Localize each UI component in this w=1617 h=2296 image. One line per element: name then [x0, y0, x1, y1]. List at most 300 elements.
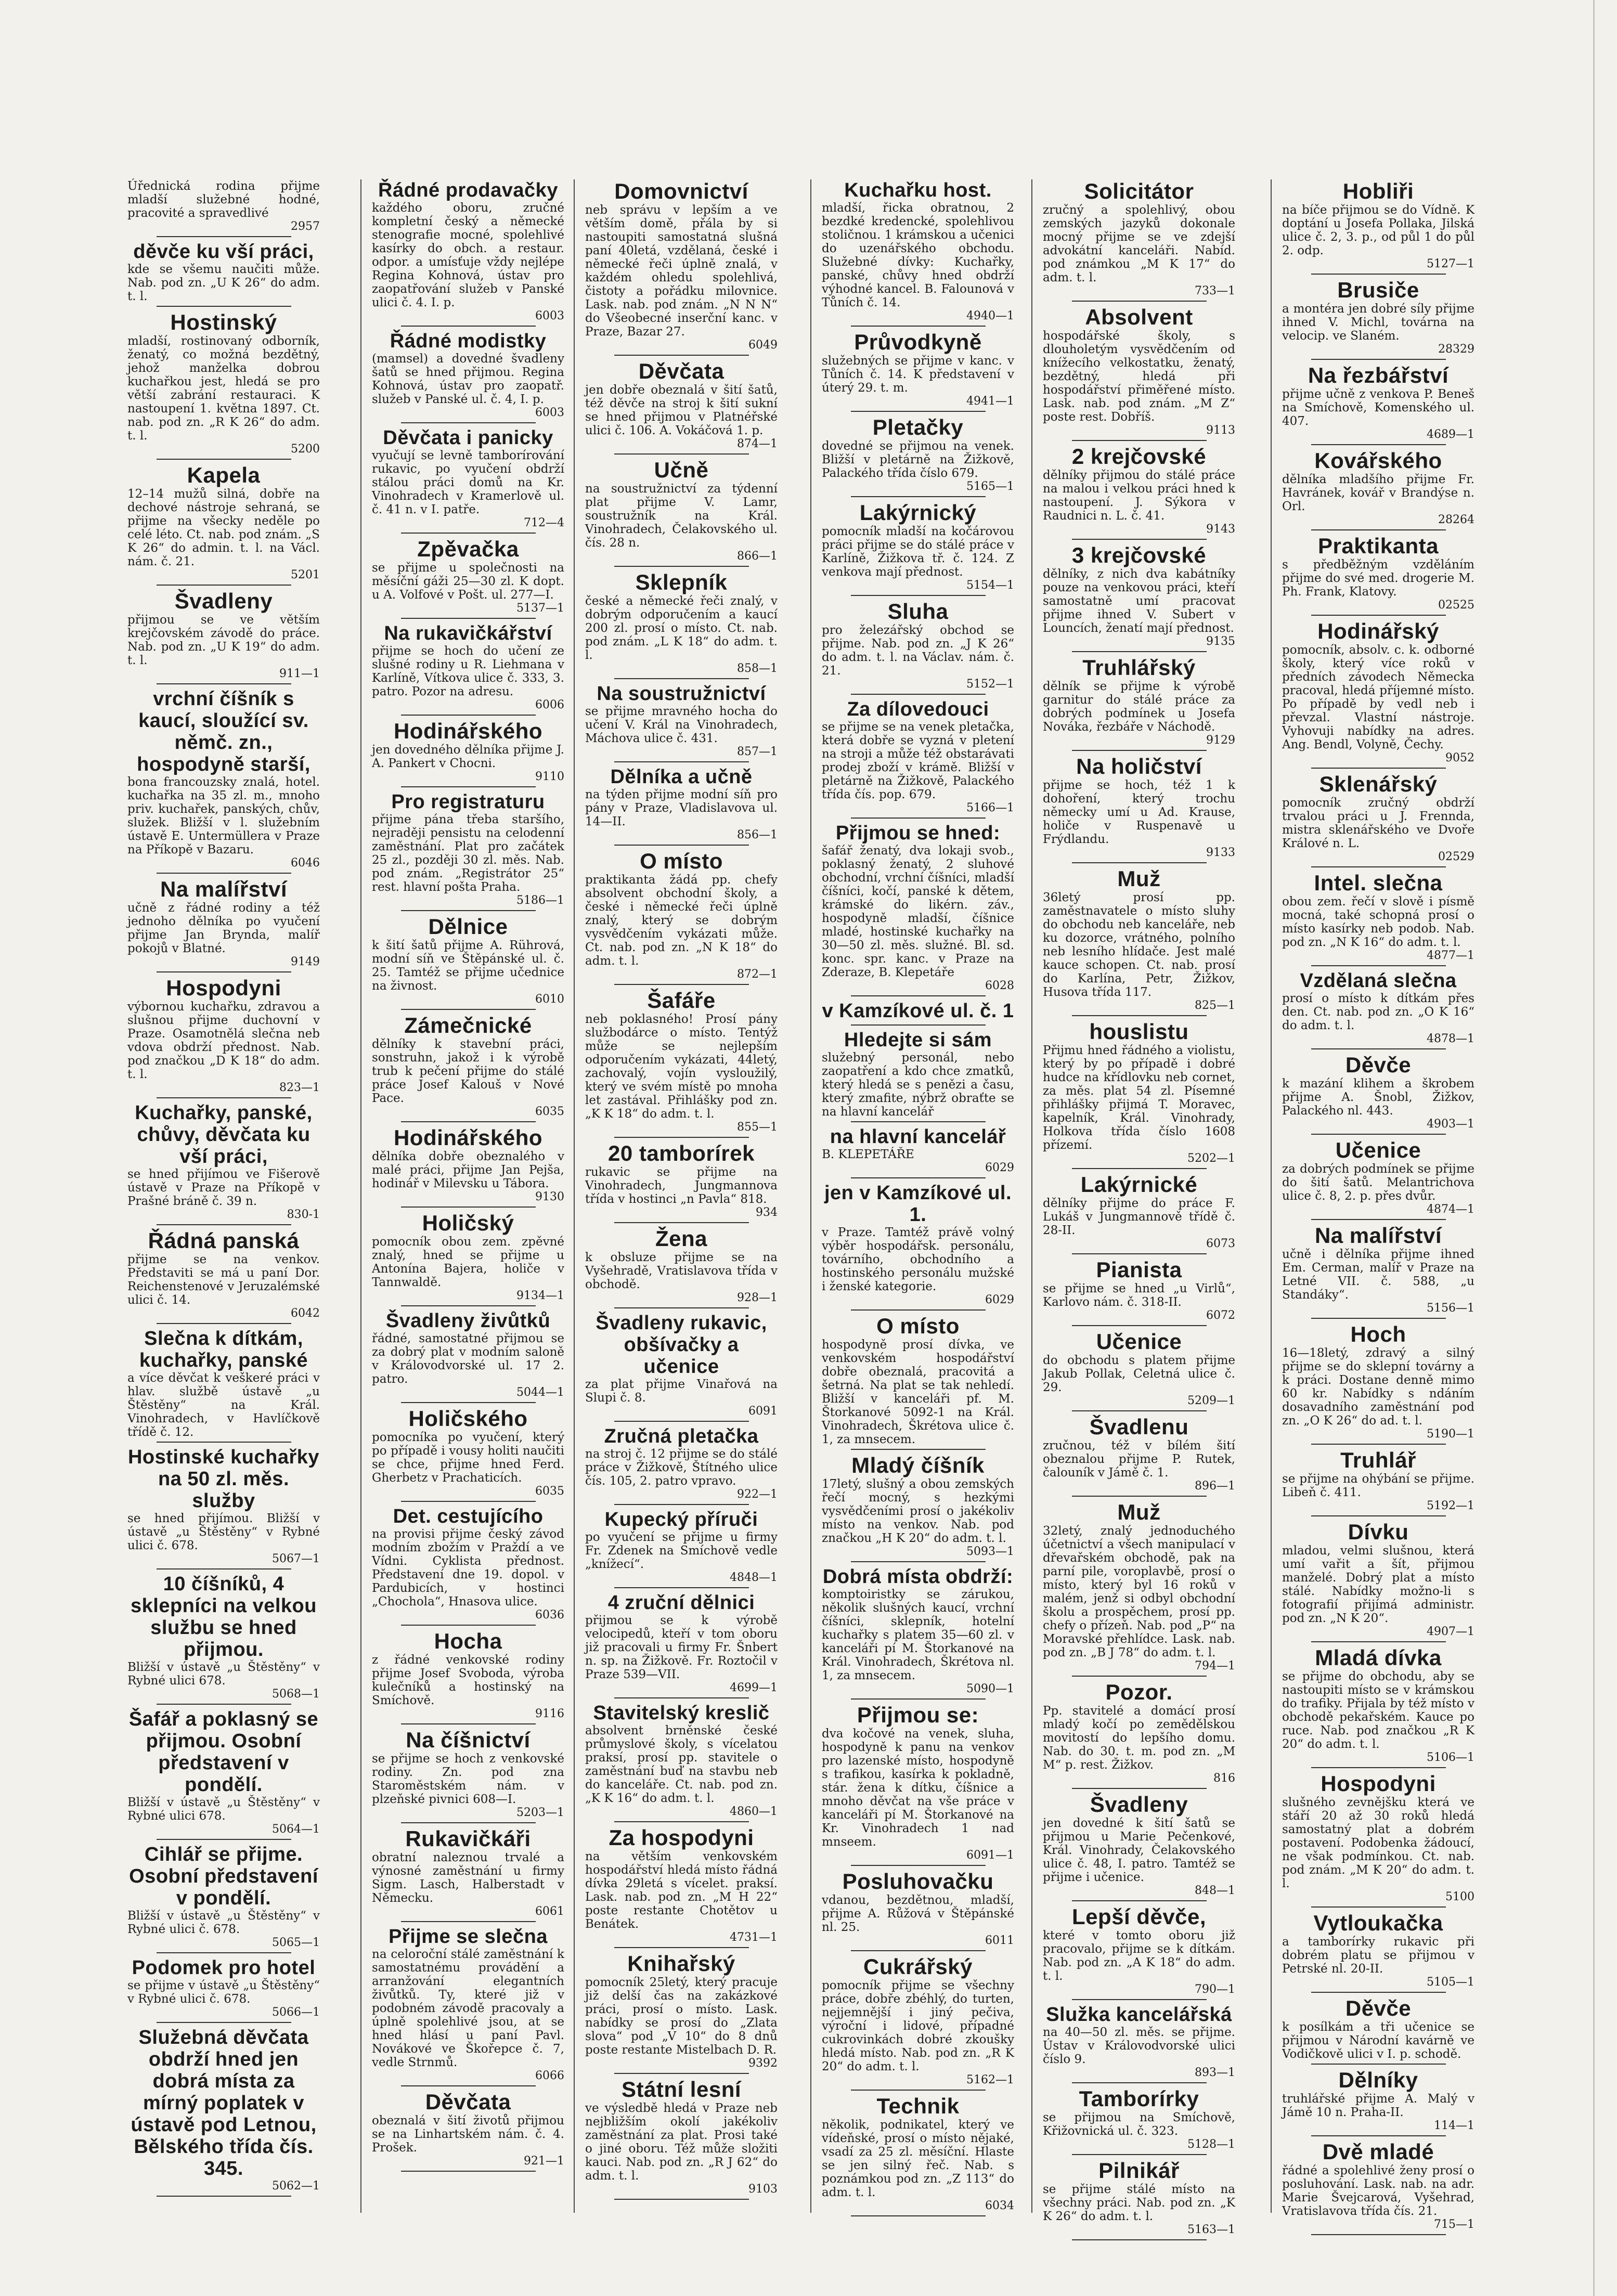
ad-heading: Přijmou se: [857, 1703, 979, 1727]
classified-ad [372, 1629, 564, 1724]
ad-divider [851, 1865, 986, 1866]
ad-heading: Učně [654, 458, 709, 482]
classified-ad [1043, 1258, 1235, 1326]
ad-heading: Žena [655, 1226, 708, 1251]
ad-heading: Pianista [1096, 1257, 1182, 1282]
ad-heading: Řádné modistky [390, 330, 547, 352]
ad-heading: 3 krejčovské [1071, 543, 1207, 567]
ad-divider [1311, 2135, 1446, 2136]
ad-text: prosí o místo k dítkám přes den. Ct. nab. pod zn. „O K 16“ do adm. t. l. [1282, 992, 1474, 1032]
ad-heading: Řádná panská [148, 1228, 300, 1253]
ad-reference-number: 6029 [985, 1161, 1014, 1174]
ad-text: a montéra jen dobré síly přijme ihned V. Michl, továrna na velocip. ve Slaném. [1282, 302, 1474, 343]
ad-divider [614, 2073, 749, 2074]
ad-divider [401, 1009, 536, 1010]
ad-heading: Absolvent [1085, 305, 1193, 329]
ad-divider [157, 1952, 291, 1953]
ad-text: dovedné se přijmou na venek. Bližší v pletárně na Žižkově, Palackého třída číslo 679. [822, 439, 1014, 480]
ad-divider [851, 1698, 986, 1700]
ad-heading: Služka kancelářská [1046, 2004, 1232, 2026]
ad-heading: O místo [876, 1314, 960, 1338]
ad-divider [851, 1024, 986, 1026]
classified-ad [372, 791, 564, 911]
ad-heading: Šafář a poklasný se přijmou. Osobní představení v pondělí. [128, 1708, 319, 1796]
ad-divider [614, 566, 749, 567]
ad-text: na 40—50 zl. měs. se přijme. Ústav v Královodvorské ulici číslo 9. [1043, 2026, 1235, 2066]
ad-reference-number: 5106—1 [1427, 1751, 1474, 1764]
ad-text: se přijme v ústavě „u Štěstěny“ v Rybné ulici č. 678. [127, 1979, 320, 2006]
classified-ad [1043, 1905, 1235, 2000]
ad-divider [157, 1704, 291, 1705]
classified-ad [585, 570, 778, 679]
ad-heading: Učenice [1096, 1329, 1182, 1354]
classified-ad [822, 600, 1014, 695]
ad-text: truhlářské přijme A. Malý v Jámě 10 n. Praha-II. [1282, 2092, 1474, 2119]
ad-reference-number: 4731—1 [730, 1931, 778, 1944]
ad-text: praktikanta žádá pp. chefy absolvent obchodní školy, a české i německé řeči úplně znalý, který se dobrým vysvědčením vykázati může. Ct. nab. pod zn. „N K 18“ do adm. t. l. [585, 873, 778, 968]
ad-heading: Hospodyni [1321, 1771, 1436, 1796]
ad-reference-number: 9129 [1206, 734, 1235, 747]
ad-reference-number: 9134—1 [516, 1289, 564, 1302]
ad-heading: Kupecký příruči [604, 1509, 758, 1530]
ad-text: řádné a spolehlivé ženy prosí o posluhování. Lask. nab. na adr. Marie Švejcarová, Vyšehrad, Vratislavova třída čís. 21. [1282, 2164, 1474, 2218]
ad-divider [851, 2215, 986, 2216]
ad-reference-number: 4699—1 [730, 1681, 778, 1694]
ad-text: řádné, samostatné přijmou se za dobrý plat v modním saloně v Královodvorské ul. 17 2. patro. [372, 1332, 564, 1386]
classified-ad [372, 330, 564, 423]
column-rule [1271, 179, 1272, 2213]
ad-reference-number: 896—1 [1195, 1480, 1235, 1493]
ad-reference-number: 5200 [291, 443, 320, 456]
ad-divider [1072, 1496, 1207, 1497]
ad-divider [851, 1309, 986, 1311]
ad-text: se přijme mravného hocha do učení V. Král na Vinohradech, Máchova ulice č. 431. [585, 705, 778, 745]
ad-heading: 2 krejčovské [1071, 444, 1207, 469]
ad-text: Přijmu hned řádného a violistu, který by po případě i dobré hudce na křídlovku neb cornet, za měs. plat 54 zl. Písemné přihlášky přijmá T. Moravec, kapelník, Král. Vinohrady, Holkova třída číslo 1608 přízemí. [1043, 1044, 1235, 1152]
classified-ad [585, 2078, 778, 2200]
ad-text: dělníky přijmou do stálé práce na malou i velkou práci hned k nastoupení. J. Sýkora v Raudnici n. L. č. 41. [1043, 469, 1235, 523]
ad-text: rukavic se přijme na Vinohradech, Jungmannova třída v hostinci „n Pavla“ 818. [585, 1165, 778, 1206]
ad-heading: Učenice [1335, 1138, 1421, 1162]
classified-ad [822, 822, 1014, 996]
ad-text: dělníky, z nich dva kabátníky pouze na venkovou práci, kteří samostatně umí pracovat přijme ihned V. Subert v Louncích, ženatí mají přednost. [1043, 567, 1235, 635]
ad-divider [851, 1561, 986, 1562]
classified-ad [822, 1454, 1014, 1562]
ad-divider [157, 1568, 291, 1569]
classified-ad [372, 1926, 564, 2086]
ad-divider [614, 1697, 749, 1698]
ad-text: dělníky k stavební práci, sonstruhn, jakož i k výrobě trub k pečení přijme do stálé práce Josef Kalouš v Nové Pace. [372, 1037, 564, 1105]
classified-ad [127, 1573, 320, 1705]
ad-divider [1311, 1318, 1446, 1319]
ad-reference-number: 790—1 [1195, 1983, 1235, 1996]
ad-divider [851, 595, 986, 596]
ad-divider [157, 683, 291, 684]
classified-ad [1282, 1520, 1474, 1642]
classified-ad [822, 1870, 1014, 1951]
classified-ad [1282, 534, 1474, 616]
ad-divider [614, 1947, 749, 1948]
ad-text: mladší, řicka obratnou, 2 bezdké kredencké, spolehlivou stoličnou. 1 krámskou a učenici do uzenářského obchodu. Služebné dívky: Kuchařky, panské, chůvy hned obdrží výhodné kancel. B. Falounová v Tůních č. 14. [822, 201, 1014, 309]
ad-text: pomocník mladší na kočárovou práci přijme se do stálé práce v Karlíně, Žižkova tř. č. 124. Z venkova mají přednost. [822, 525, 1014, 579]
ad-reference-number: 9116 [535, 1707, 564, 1720]
ad-divider [157, 306, 291, 307]
ad-text: v Praze. Tamtéž právě volný výběr hospodářsk. personálu, továrního, obchodního a hostinského personálu mužské i ženské kategorie. [822, 1226, 1014, 1293]
ad-divider [401, 786, 536, 787]
ad-heading: Solicitátor [1084, 179, 1194, 203]
ad-divider [401, 533, 536, 534]
classified-ad [585, 683, 778, 762]
ad-reference-number: 5152—1 [966, 678, 1014, 691]
ad-heading: Rukavičkáři [405, 1826, 531, 1851]
classified-ad [127, 1229, 320, 1324]
ad-text: pomocník 25letý, který pracuje již delší čas na zakázkové práci, prosí o místo. Lask. nabídky se prosí do „Zlata slova“ pod „V 10“ do 8 dnů poste restante Mistelbach D. R. [585, 1976, 778, 2057]
ad-text: po vyučení se přijme u firmy Fr. Zdenek na Smíchově vedle „knížecí“. [585, 1530, 778, 1571]
ad-heading: Cihlář se přijme. Osobní představení v pondělí. [129, 1844, 318, 1909]
ad-divider [1311, 1048, 1446, 1049]
ad-divider [157, 971, 291, 972]
classified-ad [372, 179, 564, 327]
classified-ad [127, 688, 320, 874]
ad-text: dělník se přijme k výrobě garnitur do stálé práce za dobrých podmínek u Josefa Nováka, řezbáře v Náchodě. [1043, 680, 1235, 734]
ad-reference-number: 872—1 [737, 968, 778, 981]
ad-divider [157, 1097, 291, 1098]
ad-heading: Vytloukačka [1313, 1911, 1443, 1935]
ad-text: absolvent brněnské české průmyslové školy, s vícelatou praksí, prosí pp. stavitele o zaměstnání buď na stavbu neb do kanceláře. Ct. nab. pod zn. „K K 16“ do adm. t. l. [585, 1724, 778, 1805]
ad-divider [851, 496, 986, 497]
ad-reference-number: 5186—1 [516, 894, 564, 907]
ad-divider [614, 761, 749, 762]
classified-ad [822, 2094, 1014, 2216]
ad-divider [1311, 1992, 1446, 1993]
ad-reference-number: 6072 [1206, 1309, 1235, 1322]
ad-divider [157, 873, 291, 874]
classified-ad [1282, 364, 1474, 445]
ad-heading: Přijmou se hned: [835, 822, 1001, 844]
ad-text: se hned přijímou. Bližší v ústavě „u Štěstěny“ v Rybné ulici č. 678. [127, 1512, 320, 1552]
classified-ad [372, 1506, 564, 1626]
ad-reference-number: 5128—1 [1187, 2138, 1235, 2151]
ad-reference-number: 6029 [985, 1293, 1014, 1306]
ad-divider [1072, 1999, 1207, 2000]
classified-ad [127, 310, 320, 460]
ad-divider [1311, 1641, 1446, 1642]
ad-text: dělníka dobře obeznalého v malé práci, přijme Jan Pejša, hodinář v Milevsku u Tábora. [372, 1150, 564, 1190]
ad-heading: Děvče [1345, 1996, 1412, 2020]
ad-reference-number: 9113 [1206, 424, 1235, 437]
ad-reference-number: 9149 [291, 955, 320, 968]
ad-reference-number: 866—1 [737, 550, 778, 563]
ad-heading: Kapela [187, 463, 261, 487]
ad-reference-number: 5203—1 [516, 1806, 564, 1819]
ad-heading: Za dílovedouci [847, 698, 989, 720]
ad-reference-number: 4907—1 [1427, 1625, 1474, 1638]
ad-reference-number: 816 [1213, 1772, 1235, 1785]
ad-divider [401, 1723, 536, 1724]
ad-reference-number: 4941—1 [966, 395, 1014, 408]
ad-heading: Kovářského [1314, 448, 1442, 473]
classified-ad [127, 1957, 320, 2023]
ad-heading: Pro registraturu [391, 791, 545, 813]
ad-reference-number: 6028 [985, 979, 1014, 992]
classified-ad [585, 989, 778, 1138]
ad-reference-number: 5105—1 [1427, 1976, 1474, 1989]
ad-divider [1311, 1444, 1446, 1445]
ad-text: Bližší v ústavě „u Štěstěny“ v Rybné ulici 678. [127, 1796, 320, 1823]
ad-heading: O místo [640, 849, 723, 873]
ad-heading: Lepší děvče, [1071, 1904, 1207, 1929]
ad-text: dva kočové na venek, sluha, hospodyně k panu na venkov pro lazenské místo, hospodyně s trafikou, kasírka k pokladně, stár. žena k dítku, číšnice a mnoho děvčat na vše práce v kanceláři pí M. Štorkanové na Kr. Vinohradech 1 nad mnseem. [822, 1727, 1014, 1849]
classified-ad [1282, 2140, 1474, 2235]
classified-ad [1282, 1138, 1474, 1220]
ad-column-5 [1043, 179, 1235, 2236]
ad-divider [614, 1222, 749, 1223]
ad-text: na celoroční stálé zaměstnání k samostatnému provádění a arranžování elegantních živůtků. Ty, které již v podobném závodě pracovaly a úplně spolehlivé jsou, at se hned hlásí u paní Pavl. Novákové ve Škořepce č. 7, vedle Strnmů. [372, 1948, 564, 2069]
ad-divider [401, 618, 536, 619]
ad-heading: jen v Kamzíkové ul. 1. [824, 1182, 1012, 1226]
ad-reference-number: 830-1 [287, 1208, 320, 1221]
classified-ad [372, 1728, 564, 1823]
ad-divider [1311, 1906, 1446, 1908]
ad-heading: v Kamzíkové ul. č. 1 [822, 1000, 1014, 1022]
ad-text: kde se všemu naučiti může. Nab. pod zn. „U K 26“ do adm. t. l. [127, 263, 320, 303]
ad-divider [1072, 1788, 1207, 1789]
ad-column-3 [585, 179, 778, 2213]
ad-divider [851, 1121, 986, 1122]
ad-text: mladou, velmi slušnou, která umí vařit a šít, přijmou manželé. Dobrý plat a místo stálé. Nabídky možno-li s fotografií přijímá administr. pod zn. „N K 20“. [1282, 1544, 1474, 1625]
ad-heading: Sklenářský [1319, 772, 1438, 796]
ad-reference-number: 5100 [1445, 1890, 1474, 1903]
ad-reference-number: 6034 [985, 2199, 1014, 2212]
ad-divider [401, 1207, 536, 1208]
ad-text: 12–14 mužů silná, dobře na dechové nástroje sehraná, se přijme na všecky neděle po celé léto. Ct. nab. pod znám. „S K 26“ do admin. t. l. na Václ. nám. č. 21. [127, 487, 320, 568]
classified-ad [127, 241, 320, 307]
ad-text: které v tomto oboru již pracovalo, přijme se k dítkám. Nab. pod zn. „A K 18“ do adm. t. l. [1043, 1929, 1235, 1983]
ad-divider [401, 326, 536, 327]
ad-heading: Švadleny živůtků [385, 1310, 551, 1332]
ad-heading: Děvčata [638, 359, 725, 383]
ad-heading: děvče ku vší práci, [133, 241, 314, 263]
classified-ad [1282, 871, 1474, 966]
ad-reference-number: 921—1 [524, 2155, 564, 2168]
ad-text: jen dovedné k šití šatů se přijmou u Marie Pečenkové, Král. Vinohrady, Čelakovského ulice č. 48, I. patro. Tamtéž se přijme i učenice. [1043, 1817, 1235, 1884]
ad-divider [1072, 2082, 1207, 2083]
ad-heading: Dělnice [428, 914, 508, 939]
ad-reference-number: 6006 [535, 698, 564, 711]
ad-divider [401, 1501, 536, 1502]
ad-column-1 [127, 179, 320, 2213]
ad-text: se přijme do obchodu, aby se nastoupiti místo se v krámskou do trafiky. Přijala by též místo v obchodě pekařském. Kauce po ruce. Nab. pod značkou „R K 20“ do adm. t. l. [1282, 1670, 1474, 1751]
classified-ad [822, 698, 1014, 819]
ad-reference-number: 4878—1 [1427, 1032, 1474, 1045]
ad-reference-number: 9052 [1445, 751, 1474, 764]
ad-divider [157, 1442, 291, 1443]
ad-divider [1311, 1767, 1446, 1768]
classified-ad [822, 1029, 1014, 1122]
ad-divider [157, 2022, 291, 2023]
ad-reference-number: 9133 [1206, 846, 1235, 859]
ad-reference-number: 5064—1 [272, 1823, 320, 1836]
ad-text: na bíče přijmou se do Vídně. K doptání u Josefa Pollaka, Jilská ulice č. 2, 3. p., od půl 1 do půl 2. odp. [1282, 203, 1474, 257]
ad-divider [851, 818, 986, 819]
ad-heading: Knihařský [627, 1951, 735, 1976]
ad-heading: 4 zruční dělnici [607, 1592, 755, 1614]
ad-text: pomocník přijme se všechny práce, dobře zbéhlý, do turten, nejjemnější i jiný pečiva, výroční i lidové, případné cukrovinkách dobré zkoušky hledá místo. Nab. pod zn. „R K 20“ do adm. t. l. [822, 1979, 1014, 2073]
ad-divider [401, 422, 536, 423]
ad-text: výbornou kuchařku, zdravou a slušnou přijme duchovní v Praze. Osamotnělá slečna neb vdova obdrží přednost. Nab. pod značkou „D K 18“ do adm. t. l. [127, 1000, 320, 1081]
ad-heading: Hledejte si sám [844, 1029, 992, 1051]
ad-divider [157, 459, 291, 460]
ad-divider [401, 1121, 536, 1122]
page-edge [1593, 0, 1595, 2296]
classified-ad [127, 1328, 320, 1443]
ad-text: zručný a spolehlivý, obou zemských jazyků dokonale mocný přijme se ve zdejší advokátní kanceláři. Nabíd. pod známkou „M K 17“ do adm. t. l. [1043, 203, 1235, 284]
ad-text: se přijme se hoch z venkovské rodiny. Zn. pod zna Staroměstském nám. v plzeňské pivnici 608—I. [372, 1752, 564, 1806]
ad-reference-number: 5209—1 [1187, 1394, 1235, 1407]
ad-text: každého oboru, zručné kompletní český a německé stenografie mocné, spolehlivé kasírky do obch. a restaur. odpor. a umísťuje vždy nejlépe Regina Kohnová, ústav pro zaopatřování služeb v Panské ulici č. 4. I. p. [372, 201, 564, 309]
ad-divider [614, 1137, 749, 1138]
ad-divider [157, 2196, 291, 2197]
ad-divider [1311, 444, 1446, 445]
classified-ad [1282, 772, 1474, 867]
ad-text: pomocníka po vyučení, který po případě i vousy holiti naučiti se chce, přijme hned Ferd. Gherbetz v Prachaticích. [372, 1431, 564, 1485]
ad-heading: Děvče [1345, 1053, 1412, 1077]
classified-ad [1282, 1646, 1474, 1768]
ad-heading: houslistu [1089, 1019, 1189, 1044]
ad-heading: Švadleny [174, 589, 273, 613]
ad-reference-number: 4877—1 [1427, 949, 1474, 962]
ad-text: B. KLEPETÁŘE [822, 1148, 914, 1161]
classified-ad [822, 1703, 1014, 1866]
ad-text: mladší, rostinovaný odborník, ženatý, co možná bezdětný, jehož manželka dobrou kuchařkou jest, hledá se pro větší zabrání restauraci. K nastoupení 1. května 1897. Ct. nab. pod zn. „R K 26“ do adm. t. l. [127, 334, 320, 443]
ad-reference-number: 6035 [535, 1105, 564, 1118]
ad-text: 32letý, znalý jednoduchého účetnictví a všech manipulací v dřevařském obchodě, pak na parní pile, voroplavbě, prosí o místo, který byl 16 roků v malém, jenž si odbyl obchodní školu a prospěchem, prosí pp. chefy o přízeň. Nab. pod „P“ na Moravské přehlídce. Lask. nab. pod zn. „B J 78“ do adm. t. l. [1043, 1524, 1235, 1659]
ad-reference-number: 911—1 [279, 667, 320, 680]
ad-divider [1072, 2239, 1207, 2240]
ad-reference-number: 6091—1 [966, 1849, 1014, 1862]
ad-reference-number: 5156—1 [1427, 1302, 1474, 1315]
ad-heading: Na číšnictví [406, 1728, 531, 1752]
ad-reference-number: 4874—1 [1427, 1203, 1474, 1216]
classified-ad [1282, 179, 1474, 275]
classified-ad [585, 1425, 778, 1505]
ad-divider [1072, 651, 1207, 652]
ad-divider [1072, 539, 1207, 540]
ad-divider [401, 1921, 536, 1922]
ad-reference-number: 848—1 [1195, 1884, 1235, 1897]
ad-reference-number: 5162—1 [966, 2073, 1014, 2086]
ad-reference-number: 5154—1 [966, 579, 1014, 592]
ad-reference-number: 4848—1 [730, 1571, 778, 1584]
ad-divider [401, 2171, 536, 2172]
ad-heading: Hodinářského [393, 1125, 543, 1150]
ad-heading: Cukrářský [863, 1954, 973, 1979]
ad-text: neb poklasného! Prosí pány službodárce o místo. Tentýž může se nejlepším odporučením vykázati, 44letý, zachovalý, vojín vysloužilý, který ve svém místě po mnoha let zastával. Přihlášky pod zn. „K K 18“ do adm. t. l. [585, 1013, 778, 1121]
classified-ad [1043, 305, 1235, 441]
ad-divider [1311, 1515, 1446, 1516]
ad-reference-number: 2957 [291, 220, 320, 233]
ad-text: Bližší v ústavě „u Štěstěny“ v Rybné ulici 678. [127, 1661, 320, 1688]
classified-ad [822, 1126, 1014, 1178]
classified-ad [585, 1702, 778, 1822]
ad-text: za plat přijme Vinařová na Slupi č. 8. [585, 1378, 778, 1405]
ad-reference-number: 5165—1 [966, 480, 1014, 493]
classified-ad [127, 1844, 320, 1953]
ad-heading: Pletačky [872, 415, 964, 439]
ad-heading: Na rukavičkářství [384, 622, 552, 644]
ad-divider [1072, 1325, 1207, 1326]
ad-reference-number: 6046 [291, 857, 320, 870]
ad-text: na týden přijme modní síň pro pány v Praze, Vladislavova ul. 14—II. [585, 788, 778, 828]
ad-text: obratní naleznou trvalé a výnosné zaměstnání u firmy Sigm. Lasch, Halberstadt v Německu. [372, 1851, 564, 1905]
ad-heading: Hoch [1350, 1322, 1406, 1346]
column-rule [574, 179, 575, 2213]
ad-heading: Děvčata i panicky [383, 427, 553, 449]
classified-ad [1043, 1680, 1235, 1789]
ad-heading: Posluhovačku [842, 1869, 994, 1893]
ad-text: Bližší v ústavě „u Štěstěny“ v Rybné ulici č. 678. [127, 1909, 320, 1936]
classified-ad [1043, 179, 1235, 302]
ad-heading: Průvodkyně [854, 330, 982, 354]
ad-reference-number: 874—1 [737, 437, 778, 450]
classified-ad [1043, 2004, 1235, 2083]
ad-divider [1311, 274, 1446, 275]
ad-reference-number: 5044—1 [516, 1386, 564, 1399]
classified-ad [1043, 755, 1235, 863]
ad-heading: 10 číšníků, 4 sklepníci na velkou službu se hned přijmou. [131, 1573, 317, 1661]
ad-divider [614, 1421, 749, 1422]
ad-heading: Řádné prodavačky [378, 179, 558, 201]
ad-divider [1072, 1900, 1207, 1901]
classified-ad [585, 849, 778, 985]
ad-divider [614, 984, 749, 985]
ad-text: na soustružnictví za týdenní plat přijme V. Lamr, soustružník na Král. Vinohradech, Čelakovského ul. čís. 28 n. [585, 482, 778, 550]
ad-heading: Švadleny [1090, 1792, 1188, 1817]
ad-text: přijme se na venkov. Představiti se má u paní Dor. Reichenstenové v Jeruzalémské ulici č. 14. [127, 1253, 320, 1307]
classified-ad [1043, 543, 1235, 652]
classified-ad [1282, 1448, 1474, 1516]
classified-ad [585, 1312, 778, 1422]
ad-reference-number: 5066—1 [272, 2006, 320, 2019]
classified-ad [127, 179, 320, 237]
ad-text: se přijme u společnosti na měsíční gáži 25—30 zl. K dopt. u A. Volfové v Pošt. ul. 277—I. [372, 561, 564, 602]
ad-text: přijmou se k výrobě velocipedů, kteří v tom oboru již pracovali u firmy Fr. Šnbert n. sp. na Žižkově. Fr. Roztočil v Praze 539—VII. [585, 1614, 778, 1681]
ad-heading: Muž [1117, 1500, 1161, 1524]
classified-ad [585, 1592, 778, 1698]
ad-reference-number: 9130 [535, 1190, 564, 1203]
ad-reference-number: 6003 [535, 406, 564, 419]
classified-ad [1043, 867, 1235, 1016]
ad-reference-number: 4689—1 [1427, 428, 1474, 441]
classified-ad [372, 1827, 564, 1922]
ad-heading: Lakýrnický [859, 500, 977, 525]
classified-ad [127, 589, 320, 684]
ad-text: za dobrých podmínek se přijme do šití šatů. Melantrichova ulice č. 8, 2. p. přes dvůr. [1282, 1162, 1474, 1203]
ad-text: a více děvčat k veškeré práci v hlav. službě ústavě „u Štěstěny“ na Král. Vinohradech, v Havlíčkově třídě č. 12. [127, 1371, 320, 1439]
ad-heading: Na holičství [1076, 754, 1202, 779]
ad-divider [614, 1821, 749, 1822]
column-rule [1031, 179, 1032, 2213]
ad-divider [614, 678, 749, 679]
ad-heading: Kuchařku host. [844, 179, 992, 201]
ad-divider [401, 1402, 536, 1403]
ad-text: učně i dělníka přijme ihned Em. Cerman, malíř v Praze na Letné VII. č. 588, „u Standáky“. [1282, 1248, 1474, 1302]
ad-reference-number: 4940—1 [966, 309, 1014, 322]
ad-heading: Domovnictví [614, 179, 748, 203]
classified-ad [372, 719, 564, 787]
ad-text: pro železářský obchod se přijme. Nab. pod zn. „J K 26“ do adm. t. l. na Václav. nám. č. 21. [822, 624, 1014, 678]
ad-reference-number: 4860—1 [730, 1805, 778, 1818]
